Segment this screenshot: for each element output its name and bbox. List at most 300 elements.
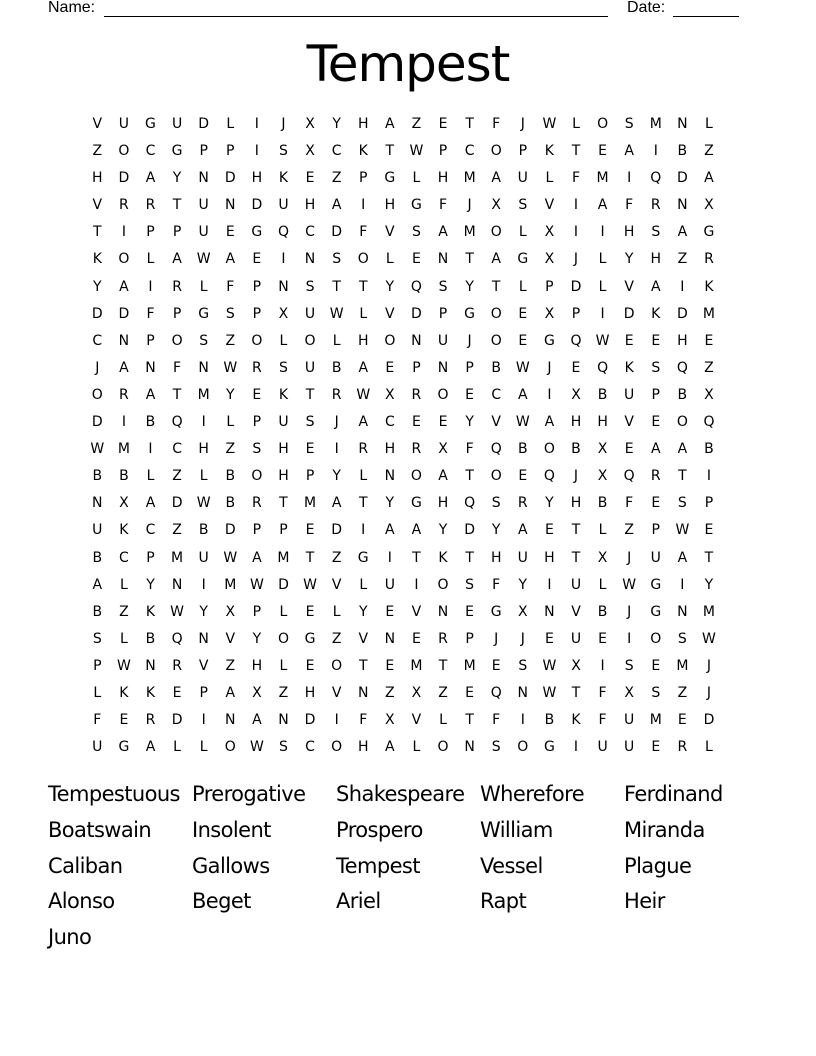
grid-cell[interactable]: U: [570, 576, 582, 593]
grid-cell[interactable]: J: [573, 251, 579, 268]
grid-cell[interactable]: X: [544, 224, 555, 241]
grid-cell[interactable]: T: [704, 549, 714, 566]
grid-cell[interactable]: C: [305, 224, 315, 241]
grid-cell[interactable]: S: [518, 657, 528, 674]
grid-cell[interactable]: S: [651, 684, 661, 701]
grid-cell[interactable]: N: [437, 251, 449, 268]
grid-cell[interactable]: R: [517, 495, 528, 512]
grid-cell[interactable]: F: [625, 495, 634, 512]
grid-cell[interactable]: Z: [331, 549, 342, 566]
grid-cell[interactable]: C: [384, 414, 395, 431]
grid-cell[interactable]: K: [358, 143, 368, 160]
grid-cell[interactable]: T: [358, 495, 368, 512]
grid-cell[interactable]: I: [680, 576, 685, 593]
grid-cell[interactable]: I: [387, 549, 392, 566]
grid-cell[interactable]: F: [598, 684, 607, 701]
grid-cell[interactable]: J: [467, 197, 472, 214]
grid-cell[interactable]: R: [251, 359, 262, 376]
grid-cell[interactable]: R: [172, 278, 182, 295]
grid-cell[interactable]: R: [251, 495, 262, 512]
grid-cell[interactable]: X: [225, 603, 236, 620]
grid-cell[interactable]: L: [279, 603, 288, 620]
grid-cell[interactable]: Z: [385, 684, 395, 701]
grid-cell[interactable]: N: [118, 332, 130, 349]
grid-cell[interactable]: Q: [570, 332, 582, 349]
grid-cell[interactable]: E: [438, 414, 448, 431]
grid-cell[interactable]: D: [623, 305, 635, 322]
grid-cell[interactable]: F: [571, 170, 581, 187]
grid-cell[interactable]: K: [145, 684, 156, 701]
grid-cell[interactable]: A: [119, 359, 129, 376]
grid-cell[interactable]: O: [304, 332, 316, 349]
grid-cell[interactable]: U: [278, 414, 289, 431]
grid-cell[interactable]: A: [331, 495, 342, 512]
grid-cell[interactable]: A: [358, 359, 369, 376]
grid-cell[interactable]: I: [361, 522, 366, 539]
grid-cell[interactable]: U: [570, 630, 582, 647]
grid-cell[interactable]: D: [171, 712, 183, 729]
grid-cell[interactable]: N: [171, 576, 183, 593]
grid-cell[interactable]: Q: [464, 495, 476, 512]
grid-cell[interactable]: P: [252, 278, 262, 295]
grid-cell[interactable]: Z: [677, 684, 688, 701]
grid-cell[interactable]: M: [117, 441, 130, 458]
grid-cell[interactable]: Z: [411, 116, 422, 132]
grid-cell[interactable]: T: [465, 468, 474, 485]
grid-cell[interactable]: A: [119, 278, 129, 295]
grid-cell[interactable]: A: [597, 197, 608, 214]
grid-cell[interactable]: U: [198, 224, 209, 241]
grid-cell[interactable]: B: [225, 495, 236, 512]
grid-cell[interactable]: A: [225, 684, 236, 701]
grid-cell[interactable]: O: [357, 251, 369, 268]
grid-cell[interactable]: M: [224, 576, 237, 593]
grid-cell[interactable]: L: [385, 251, 394, 268]
grid-cell[interactable]: A: [145, 170, 156, 187]
grid-cell[interactable]: P: [146, 224, 155, 241]
grid-cell[interactable]: E: [651, 414, 661, 431]
grid-cell[interactable]: V: [92, 197, 103, 214]
grid-cell[interactable]: E: [704, 522, 714, 539]
grid-cell[interactable]: E: [598, 143, 607, 160]
grid-cell[interactable]: Y: [225, 386, 235, 403]
grid-cell[interactable]: S: [279, 143, 288, 160]
grid-cell[interactable]: P: [199, 684, 208, 701]
grid-cell[interactable]: R: [677, 739, 688, 756]
grid-cell[interactable]: W: [223, 359, 238, 376]
grid-cell[interactable]: A: [172, 251, 182, 268]
grid-cell[interactable]: N: [92, 495, 103, 512]
grid-cell[interactable]: B: [597, 386, 608, 403]
grid-cell[interactable]: X: [278, 305, 289, 322]
grid-cell[interactable]: S: [491, 739, 501, 756]
grid-cell[interactable]: S: [651, 359, 661, 376]
grid-cell[interactable]: W: [595, 332, 610, 349]
grid-cell[interactable]: G: [517, 251, 529, 268]
grid-cell[interactable]: I: [573, 197, 579, 214]
grid-cell[interactable]: I: [573, 224, 579, 241]
grid-cell[interactable]: L: [518, 278, 527, 295]
grid-cell[interactable]: L: [572, 116, 580, 132]
grid-cell[interactable]: B: [331, 359, 342, 376]
grid-cell[interactable]: D: [224, 522, 236, 539]
grid-cell[interactable]: E: [677, 712, 687, 729]
grid-cell[interactable]: L: [518, 224, 527, 241]
grid-cell[interactable]: F: [625, 197, 634, 214]
grid-cell[interactable]: E: [225, 224, 235, 241]
grid-cell[interactable]: X: [438, 441, 448, 458]
grid-cell[interactable]: V: [358, 630, 369, 647]
grid-cell[interactable]: P: [305, 468, 315, 485]
grid-cell[interactable]: A: [677, 441, 688, 458]
grid-cell[interactable]: A: [624, 143, 634, 160]
grid-cell[interactable]: F: [598, 712, 607, 729]
grid-cell[interactable]: K: [92, 251, 102, 268]
grid-cell[interactable]: D: [464, 522, 475, 539]
grid-cell[interactable]: L: [598, 522, 607, 539]
grid-cell[interactable]: E: [465, 684, 475, 701]
grid-cell[interactable]: A: [491, 251, 501, 268]
grid-cell[interactable]: K: [145, 603, 156, 620]
grid-cell[interactable]: K: [544, 143, 554, 160]
grid-cell[interactable]: L: [705, 116, 713, 132]
grid-cell[interactable]: R: [119, 386, 129, 403]
grid-cell[interactable]: G: [198, 305, 210, 322]
grid-cell[interactable]: O: [331, 657, 343, 674]
grid-cell[interactable]: G: [543, 739, 555, 756]
grid-cell[interactable]: R: [438, 630, 448, 647]
grid-cell[interactable]: Y: [332, 468, 341, 485]
grid-cell[interactable]: P: [438, 305, 448, 322]
grid-cell[interactable]: L: [199, 468, 208, 485]
grid-cell[interactable]: D: [331, 522, 343, 539]
grid-cell[interactable]: L: [279, 332, 288, 349]
grid-cell[interactable]: P: [545, 278, 554, 295]
grid-cell[interactable]: R: [650, 468, 661, 485]
grid-cell[interactable]: E: [571, 359, 581, 376]
grid-cell[interactable]: S: [677, 630, 687, 647]
grid-cell[interactable]: F: [465, 441, 474, 458]
grid-cell[interactable]: A: [411, 522, 422, 539]
grid-cell[interactable]: X: [385, 712, 395, 729]
grid-cell[interactable]: O: [251, 468, 263, 485]
grid-cell[interactable]: I: [627, 170, 632, 187]
grid-cell[interactable]: N: [544, 603, 555, 620]
grid-cell[interactable]: P: [279, 522, 288, 539]
grid-cell[interactable]: Z: [331, 170, 342, 187]
grid-cell[interactable]: C: [92, 332, 103, 349]
grid-cell[interactable]: H: [623, 224, 635, 241]
grid-cell[interactable]: E: [465, 603, 475, 620]
grid-cell[interactable]: U: [650, 549, 661, 566]
grid-cell[interactable]: N: [304, 251, 316, 268]
grid-cell[interactable]: T: [465, 549, 474, 566]
grid-cell[interactable]: T: [465, 116, 474, 132]
grid-cell[interactable]: W: [622, 576, 637, 593]
grid-cell[interactable]: H: [650, 251, 662, 268]
grid-cell[interactable]: E: [305, 170, 315, 187]
grid-cell[interactable]: A: [145, 386, 156, 403]
grid-cell[interactable]: S: [465, 576, 475, 593]
grid-cell[interactable]: X: [597, 549, 608, 566]
grid-cell[interactable]: C: [305, 739, 315, 756]
grid-cell[interactable]: Y: [93, 278, 102, 295]
grid-cell[interactable]: P: [465, 630, 474, 647]
grid-cell[interactable]: Z: [92, 143, 103, 160]
grid-cell[interactable]: K: [571, 712, 581, 729]
grid-cell[interactable]: J: [706, 657, 712, 674]
grid-cell[interactable]: T: [358, 657, 368, 674]
grid-cell[interactable]: X: [571, 386, 581, 403]
grid-cell[interactable]: W: [409, 143, 424, 160]
grid-cell[interactable]: O: [384, 332, 396, 349]
grid-cell[interactable]: L: [359, 305, 368, 322]
grid-cell[interactable]: H: [437, 170, 449, 187]
grid-cell[interactable]: E: [518, 332, 528, 349]
grid-cell[interactable]: A: [385, 739, 395, 756]
grid-cell[interactable]: W: [515, 414, 530, 431]
grid-cell[interactable]: W: [196, 495, 211, 512]
grid-cell[interactable]: E: [119, 712, 129, 729]
grid-cell[interactable]: C: [331, 143, 342, 160]
grid-cell[interactable]: L: [439, 712, 447, 729]
grid-cell[interactable]: G: [171, 143, 183, 160]
grid-cell[interactable]: W: [356, 386, 371, 403]
grid-cell[interactable]: S: [624, 657, 634, 674]
grid-cell[interactable]: H: [437, 495, 449, 512]
grid-cell[interactable]: T: [678, 468, 687, 485]
grid-cell[interactable]: B: [92, 549, 103, 566]
grid-cell[interactable]: U: [517, 170, 528, 187]
grid-cell[interactable]: C: [145, 522, 156, 539]
grid-cell[interactable]: U: [384, 576, 395, 593]
grid-cell[interactable]: A: [491, 170, 501, 187]
grid-cell[interactable]: J: [573, 468, 579, 485]
grid-cell[interactable]: T: [172, 386, 182, 403]
grid-cell[interactable]: D: [118, 305, 130, 322]
grid-cell[interactable]: U: [278, 197, 289, 214]
grid-cell[interactable]: S: [518, 197, 528, 214]
grid-cell[interactable]: Y: [465, 278, 474, 295]
grid-cell[interactable]: U: [624, 386, 635, 403]
grid-cell[interactable]: D: [304, 712, 316, 729]
grid-cell[interactable]: L: [226, 414, 235, 431]
grid-cell[interactable]: Z: [677, 251, 688, 268]
grid-cell[interactable]: W: [249, 576, 264, 593]
grid-cell[interactable]: A: [225, 251, 236, 268]
grid-cell[interactable]: Y: [518, 576, 528, 593]
grid-cell[interactable]: X: [571, 657, 581, 674]
grid-cell[interactable]: N: [225, 712, 236, 729]
grid-cell[interactable]: G: [490, 603, 502, 620]
grid-cell[interactable]: B: [677, 143, 688, 160]
grid-cell[interactable]: P: [359, 170, 368, 187]
grid-cell[interactable]: P: [465, 359, 474, 376]
grid-cell[interactable]: Z: [704, 359, 714, 376]
grid-cell[interactable]: N: [198, 630, 209, 647]
grid-cell[interactable]: F: [359, 224, 368, 241]
grid-cell[interactable]: U: [624, 712, 635, 729]
grid-cell[interactable]: R: [145, 197, 156, 214]
grid-cell[interactable]: I: [201, 712, 206, 729]
grid-cell[interactable]: R: [411, 386, 422, 403]
grid-cell[interactable]: P: [252, 522, 262, 539]
grid-cell[interactable]: X: [119, 495, 129, 512]
grid-cell[interactable]: Q: [410, 278, 422, 295]
grid-cell[interactable]: W: [329, 305, 344, 322]
grid-cell[interactable]: H: [357, 116, 369, 132]
grid-cell[interactable]: N: [198, 170, 209, 187]
grid-cell[interactable]: X: [305, 143, 315, 160]
grid-cell[interactable]: B: [677, 386, 688, 403]
grid-cell[interactable]: J: [520, 116, 525, 132]
grid-cell[interactable]: Q: [597, 359, 609, 376]
grid-cell[interactable]: T: [93, 224, 102, 241]
grid-cell[interactable]: R: [704, 251, 714, 268]
grid-cell[interactable]: I: [520, 712, 525, 729]
grid-cell[interactable]: E: [305, 522, 315, 539]
grid-cell[interactable]: I: [281, 251, 286, 268]
grid-cell[interactable]: I: [653, 143, 658, 160]
grid-cell[interactable]: M: [304, 495, 317, 512]
grid-cell[interactable]: Q: [543, 468, 555, 485]
grid-cell[interactable]: Q: [277, 224, 289, 241]
grid-cell[interactable]: O: [650, 630, 662, 647]
grid-cell[interactable]: J: [494, 630, 499, 647]
grid-cell[interactable]: A: [252, 549, 262, 566]
grid-cell[interactable]: G: [357, 549, 369, 566]
grid-cell[interactable]: R: [358, 441, 369, 458]
grid-cell[interactable]: B: [225, 468, 236, 485]
grid-cell[interactable]: O: [490, 224, 502, 241]
grid-cell[interactable]: Q: [703, 414, 715, 431]
grid-cell[interactable]: X: [305, 116, 315, 132]
grid-cell[interactable]: O: [490, 468, 502, 485]
grid-cell[interactable]: W: [196, 251, 211, 268]
grid-cell[interactable]: N: [437, 359, 449, 376]
grid-cell[interactable]: O: [410, 468, 422, 485]
grid-cell[interactable]: B: [517, 441, 528, 458]
grid-cell[interactable]: A: [145, 495, 156, 512]
grid-cell[interactable]: R: [119, 197, 129, 214]
grid-cell[interactable]: X: [544, 251, 555, 268]
grid-cell[interactable]: I: [547, 386, 552, 403]
grid-cell[interactable]: E: [305, 657, 315, 674]
grid-cell[interactable]: D: [91, 414, 103, 431]
grid-cell[interactable]: Z: [172, 468, 182, 485]
grid-cell[interactable]: E: [651, 495, 661, 512]
grid-cell[interactable]: G: [118, 739, 130, 756]
grid-cell[interactable]: V: [198, 657, 209, 674]
grid-cell[interactable]: H: [570, 414, 582, 431]
grid-cell[interactable]: Y: [332, 116, 341, 132]
grid-cell[interactable]: U: [171, 116, 183, 132]
grid-cell[interactable]: P: [199, 143, 208, 160]
grid-cell[interactable]: H: [251, 170, 263, 187]
grid-cell[interactable]: N: [278, 712, 289, 729]
grid-cell[interactable]: M: [410, 657, 423, 674]
grid-cell[interactable]: S: [677, 495, 687, 512]
grid-cell[interactable]: H: [357, 739, 369, 756]
grid-cell[interactable]: P: [146, 549, 155, 566]
grid-cell[interactable]: Y: [438, 522, 448, 539]
grid-cell[interactable]: S: [411, 224, 421, 241]
grid-cell[interactable]: J: [547, 359, 552, 376]
grid-cell[interactable]: T: [571, 684, 581, 701]
grid-cell[interactable]: I: [148, 278, 153, 295]
grid-cell[interactable]: U: [624, 739, 635, 756]
grid-cell[interactable]: O: [490, 143, 502, 160]
grid-cell[interactable]: M: [463, 657, 476, 674]
grid-cell[interactable]: E: [624, 441, 634, 458]
grid-cell[interactable]: F: [492, 712, 501, 729]
grid-cell[interactable]: T: [332, 278, 341, 295]
grid-cell[interactable]: Q: [171, 414, 183, 431]
grid-cell[interactable]: T: [305, 386, 315, 403]
grid-cell[interactable]: N: [145, 657, 156, 674]
grid-cell[interactable]: E: [385, 359, 395, 376]
grid-cell[interactable]: Z: [624, 522, 634, 539]
grid-cell[interactable]: A: [438, 224, 448, 241]
grid-cell[interactable]: I: [334, 441, 339, 458]
grid-cell[interactable]: E: [172, 684, 182, 701]
grid-cell[interactable]: Z: [438, 684, 448, 701]
grid-cell[interactable]: A: [252, 712, 262, 729]
grid-cell[interactable]: L: [332, 332, 341, 349]
grid-cell[interactable]: H: [544, 549, 555, 566]
grid-cell[interactable]: A: [704, 170, 714, 187]
grid-cell[interactable]: F: [93, 712, 102, 729]
grid-cell[interactable]: L: [705, 739, 713, 756]
grid-cell[interactable]: T: [465, 251, 474, 268]
grid-cell[interactable]: F: [173, 359, 182, 376]
grid-cell[interactable]: Y: [252, 630, 262, 647]
grid-cell[interactable]: K: [278, 170, 289, 187]
grid-cell[interactable]: P: [93, 657, 102, 674]
grid-cell[interactable]: V: [331, 576, 342, 593]
grid-cell[interactable]: L: [598, 576, 607, 593]
grid-cell[interactable]: P: [172, 224, 182, 241]
grid-cell[interactable]: V: [331, 684, 342, 701]
grid-cell[interactable]: L: [279, 657, 288, 674]
grid-cell[interactable]: M: [649, 116, 662, 132]
grid-cell[interactable]: E: [465, 386, 475, 403]
grid-cell[interactable]: W: [542, 684, 557, 701]
grid-cell[interactable]: Z: [225, 332, 236, 349]
grid-cell[interactable]: S: [438, 278, 448, 295]
grid-cell[interactable]: Z: [704, 143, 714, 160]
grid-cell[interactable]: T: [571, 549, 581, 566]
grid-cell[interactable]: H: [384, 441, 396, 458]
grid-cell[interactable]: M: [702, 603, 715, 620]
grid-cell[interactable]: C: [491, 386, 502, 403]
grid-cell[interactable]: T: [412, 549, 421, 566]
grid-cell[interactable]: Z: [119, 603, 129, 620]
grid-cell[interactable]: P: [146, 332, 155, 349]
grid-cell[interactable]: T: [305, 549, 315, 566]
grid-cell[interactable]: S: [225, 305, 235, 322]
grid-cell[interactable]: Z: [331, 630, 342, 647]
grid-cell[interactable]: X: [704, 386, 714, 403]
grid-cell[interactable]: R: [411, 441, 422, 458]
date-blank-line[interactable]: [673, 16, 739, 17]
grid-cell[interactable]: M: [676, 657, 689, 674]
grid-cell[interactable]: K: [704, 278, 714, 295]
grid-cell[interactable]: A: [385, 116, 395, 132]
grid-cell[interactable]: I: [121, 414, 126, 431]
grid-cell[interactable]: E: [411, 251, 421, 268]
grid-cell[interactable]: K: [119, 522, 129, 539]
